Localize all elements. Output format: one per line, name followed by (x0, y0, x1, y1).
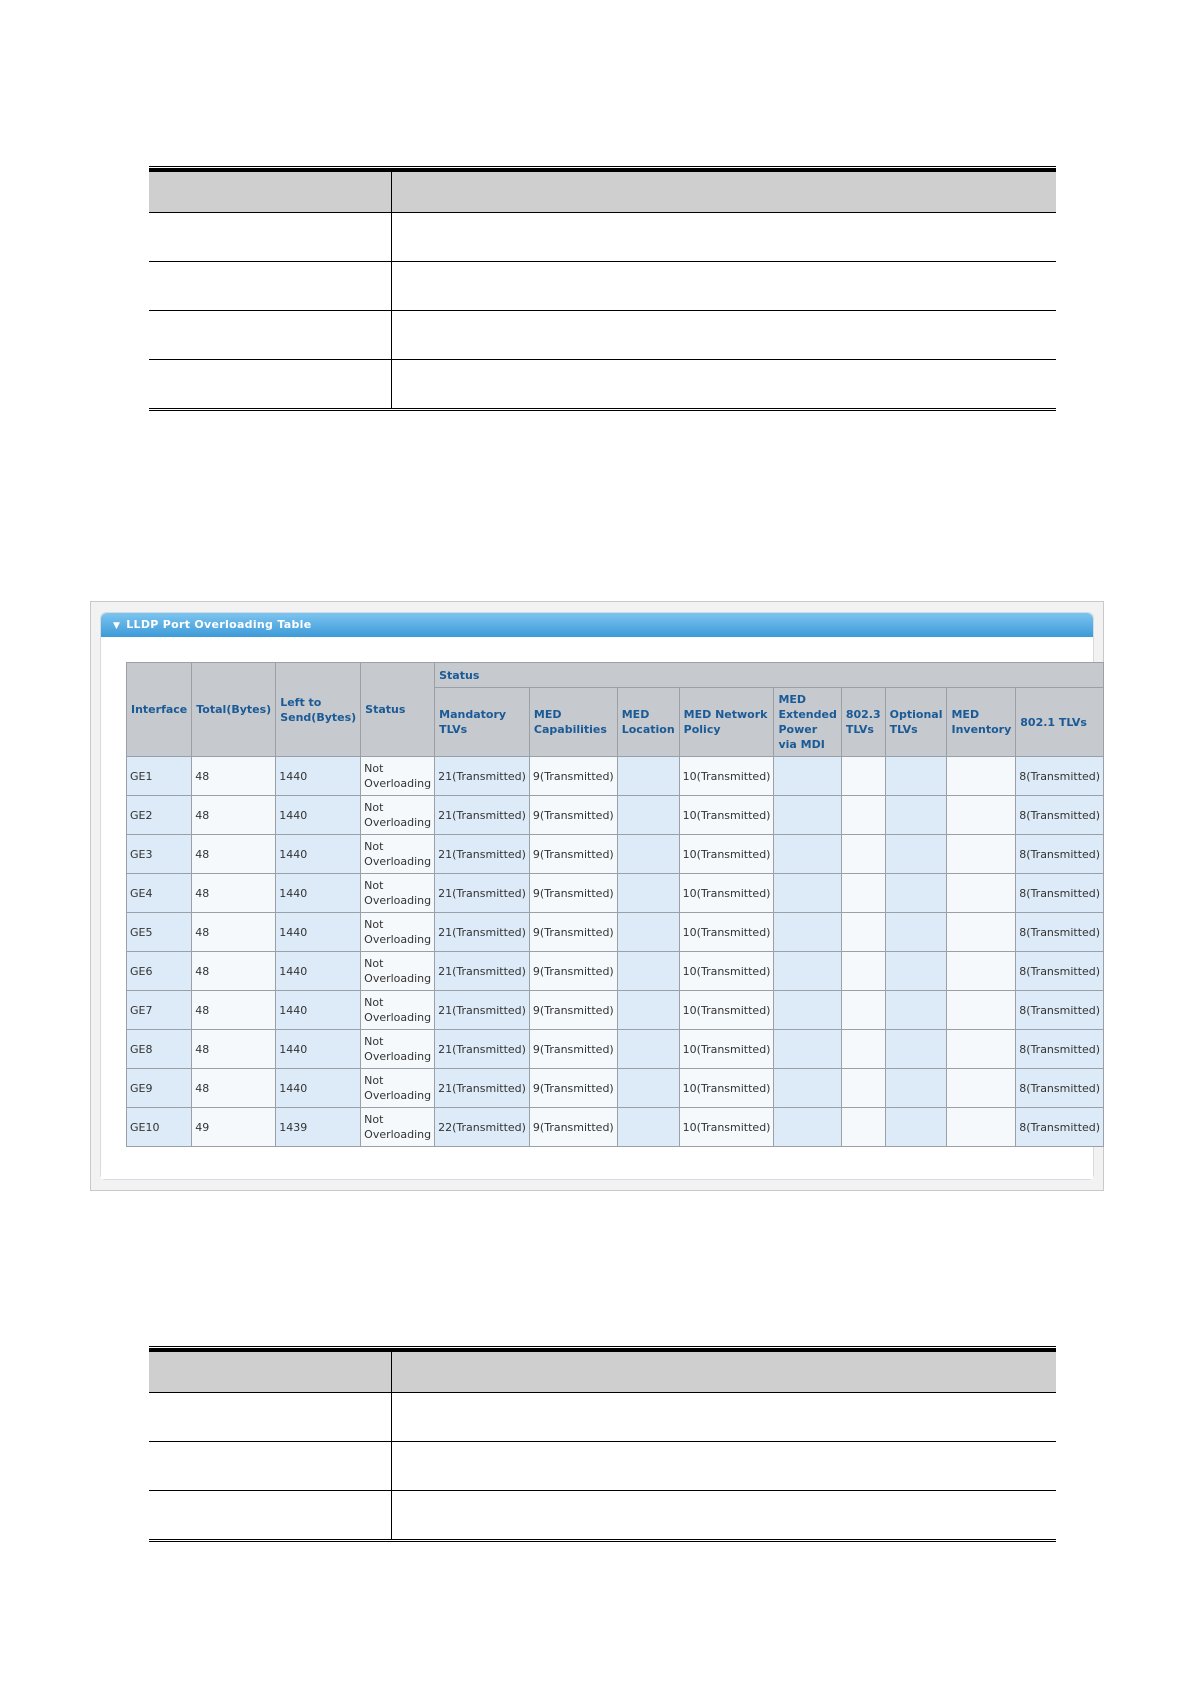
cell-mandatory: 21(Transmitted) (435, 1069, 530, 1108)
cell-8021: 8(Transmitted) (1016, 757, 1104, 796)
table-row (127, 1030, 1104, 1069)
cell-med-pwr (774, 796, 841, 835)
cell-total: 48 (192, 874, 276, 913)
cell-med-loc (617, 835, 679, 874)
cell-med-pwr (774, 757, 841, 796)
cell-interface: GE9 (127, 1069, 192, 1108)
cell-med-net: 10(Transmitted) (679, 1030, 774, 1069)
cell-8021: 8(Transmitted) (1016, 874, 1104, 913)
cell-med-net: 10(Transmitted) (679, 874, 774, 913)
cell-med-loc (617, 757, 679, 796)
header-cell-description (392, 1352, 1056, 1392)
object-cell (149, 262, 392, 310)
cell-left: 1440 (276, 835, 361, 874)
cell-mandatory: 21(Transmitted) (435, 835, 530, 874)
cell-med-loc (617, 913, 679, 952)
table-row (127, 991, 1104, 1030)
cell-med-inv (947, 757, 1016, 796)
cell-med-pwr (774, 991, 841, 1030)
cell-optional (885, 1030, 947, 1069)
col-802-1-tlvs: 802.1 TLVs (1016, 688, 1104, 757)
cell-status: Not Overloading (361, 1069, 435, 1108)
col-med-inventory: MED Inventory (947, 688, 1016, 757)
cell-status: Not Overloading (361, 991, 435, 1030)
cell-med-pwr (774, 952, 841, 991)
cell-med-cap: 9(Transmitted) (529, 952, 617, 991)
cell-total: 48 (192, 835, 276, 874)
cell-status: Not Overloading (361, 874, 435, 913)
lldp-port-overloading-panel (100, 612, 1101, 1180)
cell-8021: 8(Transmitted) (1016, 835, 1104, 874)
cell-med-pwr (774, 913, 841, 952)
cell-med-net: 10(Transmitted) (679, 952, 774, 991)
cell-med-loc (617, 1030, 679, 1069)
description-row (149, 1392, 1056, 1441)
cell-med-loc (617, 952, 679, 991)
cell-med-net: 10(Transmitted) (679, 835, 774, 874)
cell-left: 1440 (276, 991, 361, 1030)
panel-body (101, 637, 1101, 1179)
object-cell (149, 360, 392, 408)
cell-optional (885, 991, 947, 1030)
triangle-down-icon[interactable]: ▼ (113, 621, 121, 631)
cell-left: 1440 (276, 796, 361, 835)
cell-med-loc (617, 991, 679, 1030)
cell-left: 1440 (276, 1030, 361, 1069)
table-row (127, 1108, 1104, 1147)
description-row (149, 310, 1056, 359)
cell-med-loc (617, 874, 679, 913)
cell-optional (885, 835, 947, 874)
col-med-extended-power: MED Extended Power via MDI (774, 688, 841, 757)
cell-mandatory: 21(Transmitted) (435, 757, 530, 796)
cell-med-inv (947, 874, 1016, 913)
cell-med-inv (947, 1069, 1016, 1108)
cell-optional (885, 1108, 947, 1147)
col-med-network-policy: MED Network Policy (679, 688, 774, 757)
description-table-header (149, 169, 1056, 212)
cell-total: 48 (192, 913, 276, 952)
table-row (127, 757, 1104, 796)
object-cell (149, 1442, 392, 1490)
col-mandatory-tlvs: Mandatory TLVs (435, 688, 530, 757)
panel-title-bar[interactable] (101, 613, 1093, 637)
description-row (149, 1441, 1056, 1490)
cell-optional (885, 757, 947, 796)
cell-status: Not Overloading (361, 796, 435, 835)
cell-8021: 8(Transmitted) (1016, 913, 1104, 952)
description-cell (392, 1491, 1056, 1539)
cell-optional (885, 796, 947, 835)
cell-med-inv (947, 952, 1016, 991)
description-table-bottom (149, 1346, 1056, 1542)
cell-8023 (841, 835, 885, 874)
col-status: Status (361, 663, 435, 757)
cell-optional (885, 952, 947, 991)
cell-med-inv (947, 1108, 1016, 1147)
cell-mandatory: 21(Transmitted) (435, 796, 530, 835)
cell-med-inv (947, 1030, 1016, 1069)
table-row (127, 835, 1104, 874)
cell-status: Not Overloading (361, 835, 435, 874)
cell-mandatory: 21(Transmitted) (435, 991, 530, 1030)
cell-left: 1440 (276, 1069, 361, 1108)
cell-med-cap: 9(Transmitted) (529, 991, 617, 1030)
description-row (149, 359, 1056, 408)
cell-total: 48 (192, 796, 276, 835)
panel-title: LLDP Port Overloading Table (126, 618, 312, 631)
cell-8021: 8(Transmitted) (1016, 796, 1104, 835)
cell-left: 1440 (276, 757, 361, 796)
object-cell (149, 213, 392, 261)
cell-med-net: 10(Transmitted) (679, 913, 774, 952)
cell-optional (885, 1069, 947, 1108)
cell-total: 49 (192, 1108, 276, 1147)
cell-med-cap: 9(Transmitted) (529, 1108, 617, 1147)
table-row (127, 874, 1104, 913)
table-row (127, 796, 1104, 835)
cell-total: 48 (192, 952, 276, 991)
col-interface: Interface (127, 663, 192, 757)
description-cell (392, 1442, 1056, 1490)
cell-8023 (841, 991, 885, 1030)
cell-interface: GE7 (127, 991, 192, 1030)
col-total-bytes: Total(Bytes) (192, 663, 276, 757)
cell-interface: GE6 (127, 952, 192, 991)
cell-med-loc (617, 796, 679, 835)
cell-interface: GE2 (127, 796, 192, 835)
description-row (149, 261, 1056, 310)
cell-8023 (841, 1069, 885, 1108)
cell-8021: 8(Transmitted) (1016, 952, 1104, 991)
cell-med-inv (947, 835, 1016, 874)
cell-8023 (841, 796, 885, 835)
description-cell (392, 311, 1056, 359)
cell-med-net: 10(Transmitted) (679, 757, 774, 796)
cell-status: Not Overloading (361, 1108, 435, 1147)
description-cell (392, 213, 1056, 261)
table-row (127, 913, 1104, 952)
description-cell (392, 360, 1056, 408)
cell-med-pwr (774, 1030, 841, 1069)
cell-8023 (841, 1108, 885, 1147)
cell-left: 1440 (276, 952, 361, 991)
cell-med-cap: 9(Transmitted) (529, 1030, 617, 1069)
cell-status: Not Overloading (361, 1030, 435, 1069)
cell-8021: 8(Transmitted) (1016, 1030, 1104, 1069)
col-group-status: Status (435, 663, 1104, 688)
cell-med-cap: 9(Transmitted) (529, 796, 617, 835)
cell-total: 48 (192, 757, 276, 796)
cell-med-net: 10(Transmitted) (679, 991, 774, 1030)
cell-med-inv (947, 796, 1016, 835)
cell-mandatory: 21(Transmitted) (435, 1030, 530, 1069)
description-cell (392, 1393, 1056, 1441)
cell-interface: GE3 (127, 835, 192, 874)
cell-med-cap: 9(Transmitted) (529, 874, 617, 913)
cell-mandatory: 22(Transmitted) (435, 1108, 530, 1147)
cell-8023 (841, 913, 885, 952)
cell-interface: GE8 (127, 1030, 192, 1069)
description-row (149, 1490, 1056, 1539)
cell-med-inv (947, 991, 1016, 1030)
col-802-3-tlvs: 802.3 TLVs (841, 688, 885, 757)
object-cell (149, 1393, 392, 1441)
cell-med-inv (947, 913, 1016, 952)
cell-interface: GE5 (127, 913, 192, 952)
cell-med-pwr (774, 1108, 841, 1147)
cell-left: 1439 (276, 1108, 361, 1147)
cell-status: Not Overloading (361, 757, 435, 796)
cell-8023 (841, 874, 885, 913)
cell-left: 1440 (276, 874, 361, 913)
description-table-top (149, 166, 1056, 411)
cell-mandatory: 21(Transmitted) (435, 913, 530, 952)
col-med-capabilities: MED Capabilities (529, 688, 617, 757)
cell-med-net: 10(Transmitted) (679, 796, 774, 835)
cell-interface: GE1 (127, 757, 192, 796)
cell-8021: 8(Transmitted) (1016, 991, 1104, 1030)
cell-8021: 8(Transmitted) (1016, 1069, 1104, 1108)
cell-8021: 8(Transmitted) (1016, 1108, 1104, 1147)
cell-optional (885, 913, 947, 952)
cell-interface: GE4 (127, 874, 192, 913)
cell-status: Not Overloading (361, 913, 435, 952)
cell-med-cap: 9(Transmitted) (529, 835, 617, 874)
col-optional-tlvs: Optional TLVs (885, 688, 947, 757)
table-row (127, 952, 1104, 991)
header-cell-description (392, 172, 1056, 212)
cell-mandatory: 21(Transmitted) (435, 874, 530, 913)
header-cell-object (149, 1352, 392, 1392)
cell-left: 1440 (276, 913, 361, 952)
table-header-row (127, 663, 1104, 688)
cell-total: 48 (192, 1030, 276, 1069)
cell-med-cap: 9(Transmitted) (529, 1069, 617, 1108)
cell-status: Not Overloading (361, 952, 435, 991)
cell-med-cap: 9(Transmitted) (529, 913, 617, 952)
object-cell (149, 311, 392, 359)
cell-total: 48 (192, 1069, 276, 1108)
cell-optional (885, 874, 947, 913)
cell-med-loc (617, 1069, 679, 1108)
cell-med-cap: 9(Transmitted) (529, 757, 617, 796)
lldp-overloading-table (126, 662, 1104, 1147)
cell-8023 (841, 757, 885, 796)
col-med-location: MED Location (617, 688, 679, 757)
cell-med-loc (617, 1108, 679, 1147)
object-cell (149, 1491, 392, 1539)
description-cell (392, 262, 1056, 310)
table-row (127, 1069, 1104, 1108)
cell-med-net: 10(Transmitted) (679, 1108, 774, 1147)
cell-interface: GE10 (127, 1108, 192, 1147)
cell-mandatory: 21(Transmitted) (435, 952, 530, 991)
description-row (149, 212, 1056, 261)
cell-med-net: 10(Transmitted) (679, 1069, 774, 1108)
screenshot-frame (90, 601, 1104, 1191)
description-table-header (149, 1349, 1056, 1392)
cell-med-pwr (774, 1069, 841, 1108)
cell-8023 (841, 1030, 885, 1069)
cell-8023 (841, 952, 885, 991)
cell-med-pwr (774, 835, 841, 874)
col-left-to-send: Left to Send(Bytes) (276, 663, 361, 757)
cell-med-pwr (774, 874, 841, 913)
cell-total: 48 (192, 991, 276, 1030)
header-cell-object (149, 172, 392, 212)
